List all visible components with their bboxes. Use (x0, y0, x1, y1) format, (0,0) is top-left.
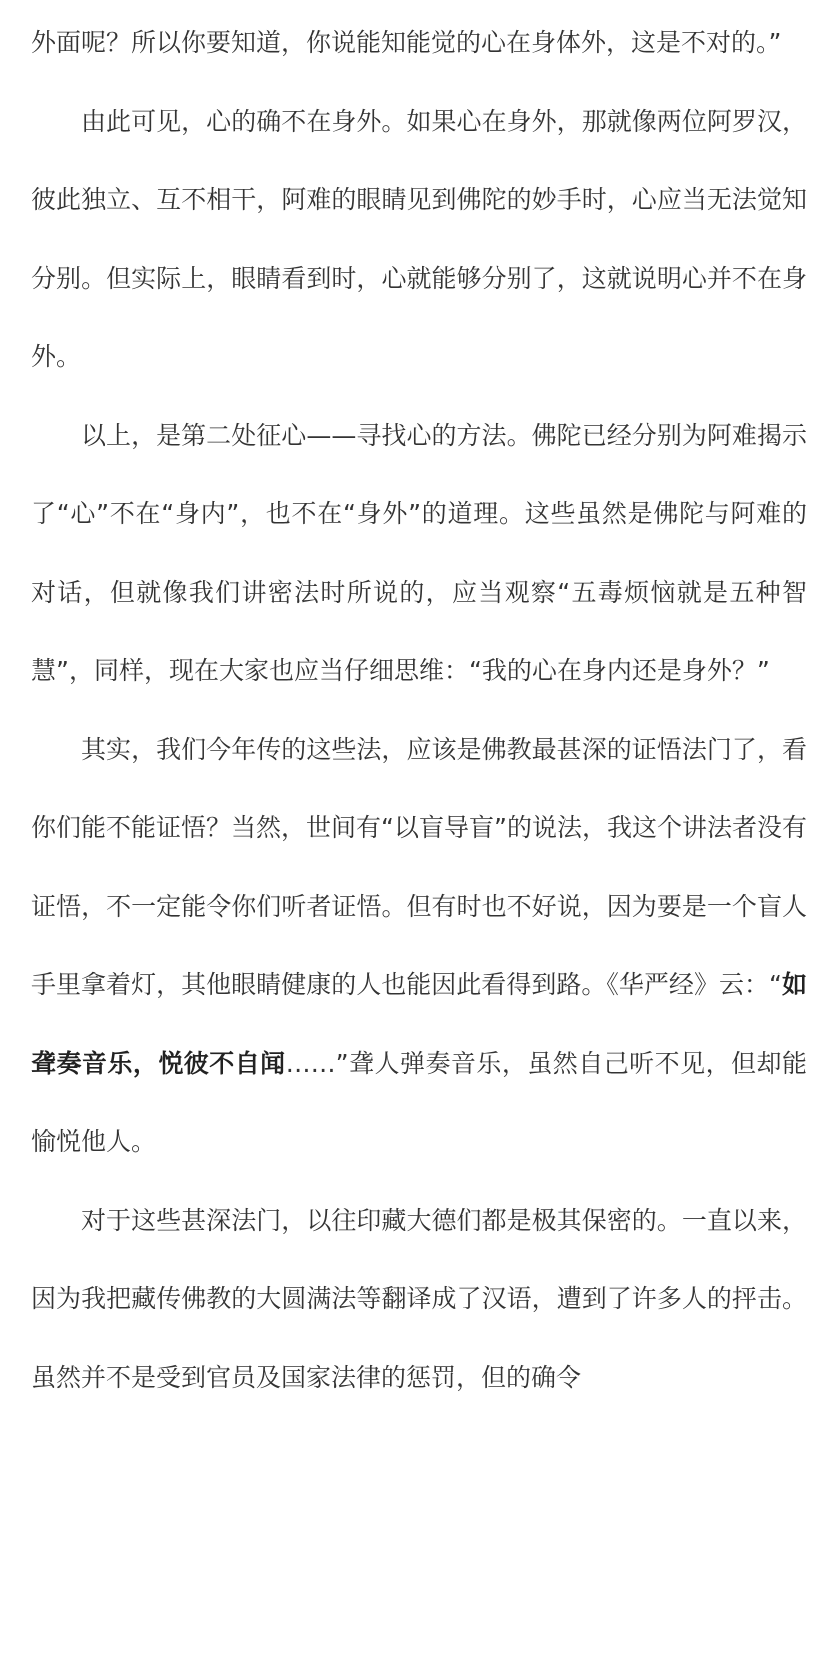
paragraph-3: 以上，是第二处征心——寻找心的方法。佛陀已经分别为阿难揭示了“心”不在“身内”，也不在“身外”的道理。这些虽然是佛陀与阿难的对话，但就像我们讲密法时所说的，应当观察“五毒烦恼就是五种智慧”，同样，现在大家也应当仔细思维：“我的心在身内还是身外？” (31, 420, 807, 685)
paragraph-5: 对于这些甚深法门，以往印藏大德们都是极其保密的。一直以来，因为我把藏传佛教的大圆满法等翻译成了汉语，遭到了许多人的抨击。虽然并不是受到官员及国家法律的惩罚，但的确令 (31, 1205, 807, 1392)
paragraph-4-text-after: ……”聋人弹奏音乐，虽然自己听不见，但却能愉悦他人。 (31, 1048, 807, 1156)
paragraph-1: 外面呢？所以你要知道，你说能知能觉的心在身体外，这是不对的。” (31, 28, 782, 57)
paragraph-4-text-before: 其实，我们今年传的这些法，应该是佛教最甚深的证悟法门了，看你们能不能证悟？当然，世间有“以盲导盲”的说法，我这个讲法者没有证悟，不一定能令你们听者证悟。但有时也不好说，因为要是一个盲人手里拿着灯，其他眼睛健康的人也能因此看得到路。《华严经》云：“ (31, 734, 807, 999)
sutra-quote-bold: 如聋奏音乐，悦彼不自闻 (31, 970, 807, 1078)
article-body (31, 0, 807, 1417)
paragraph-4 (31, 711, 807, 1182)
paragraph-2: 由此可见，心的确不在身外。如果心在身外，那就像两位阿罗汉，彼此独立、互不相干，阿难的眼睛见到佛陀的妙手时，心应当无法觉知分别。但实际上，眼睛看到时，心就能够分别了，这就说明心并不在身外。 (31, 106, 807, 371)
